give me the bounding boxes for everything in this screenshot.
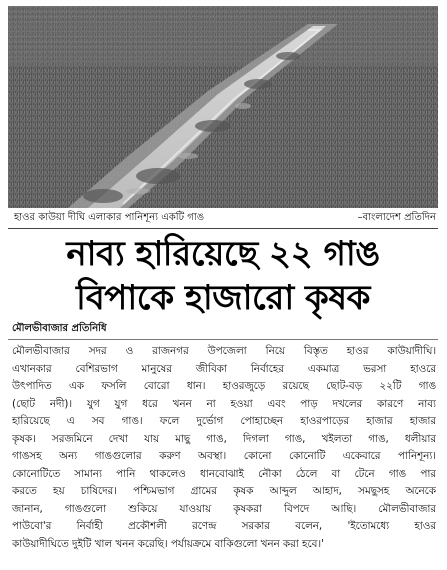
body-line: (ছোট নদী)। যুগ যুগ ধরে খনন না হওয়া এবং পাড় দখলের কারণে নাব্য: [12, 397, 436, 410]
body-line: মৌলভীবাজার সদর ও রাজনগর উপজেলা নিয়ে বিস্তৃত হাওর কাউয়াদীঘি।: [12, 345, 436, 357]
headline-line-1: নাব্য হারিয়েছে ২২ গাঙ: [66, 234, 380, 274]
divider: [8, 228, 438, 229]
body-line: জানান, গাঙগুলো শুকিয়ে যাওয়ায় কৃষকরা বিপদে আছি। মৌলভীবাজার: [12, 502, 436, 515]
photo-credit: –বাংলাদেশ প্রতিদিন: [357, 212, 436, 223]
headline-line-2: বিপাকে হাজারো কৃষক: [76, 278, 370, 318]
photo-caption: [8, 211, 438, 225]
body-line: এখানকার বেশিরভাগ মানুষের জীবিকা নির্বাহের একমাত্র ভরসা হাওরে: [12, 362, 436, 375]
landscape-photo-icon: [8, 6, 438, 208]
body-line: পাউবো'র নির্বাহী প্রকৌশলী রণেন্দ্র সরকার বলেন, 'ইতোমধ্যে হাওর: [12, 520, 436, 532]
body-line: কৃষক। সরজমিনে দেখা যায় মাছু গাঙ, দিগলা গাঙ, খইলতা গাঙ, ধলীয়ার: [12, 432, 436, 445]
body-line: গাঙসহ অন্য গাঙগুলোর করুণ অবস্থা। কোনো কোনোটি একেবারে পানিশূন্য।: [12, 450, 436, 462]
body-line: কোনোটিতে সামান্য পানি থাকলেও ধানবোঝাই নৌকা ঠেলে বা টেনে গাঙ পার: [12, 467, 436, 480]
byline-text: মৌলভীবাজার প্রতিনিধি: [12, 323, 107, 334]
body-line: করতে হয় চাষিদের। পশ্চিমভাগ গ্রামের কৃষক আব্দুল আহাদ, সমছুসহ অনেকে: [12, 485, 436, 497]
caption-text: হাওর কাউয়া দীঘি এলাকার পানিশূন্য একটি গাঙ: [14, 212, 205, 223]
byline: [8, 322, 438, 336]
news-photo: [8, 6, 438, 208]
body-line: উৎপাদিত এক ফসলি বোরো ধান। হাওরজুড়ে রয়েছে ছোট-বড় ২২টি গাঙ: [12, 380, 436, 392]
body-line: হারিয়েছে এ সব গাঙ। ফলে দুর্ভোগ পোহাচ্ছেন হাওরপাড়ের হাজার হাজার: [12, 415, 436, 427]
divider: [8, 339, 438, 340]
body-line: কাউয়াদীঘিতে দুইটি খাল খনন করেছি। পর্যায়ক্রমে বাকিগুলো খনন করা হবে।': [12, 537, 324, 550]
article-body: [8, 343, 436, 553]
